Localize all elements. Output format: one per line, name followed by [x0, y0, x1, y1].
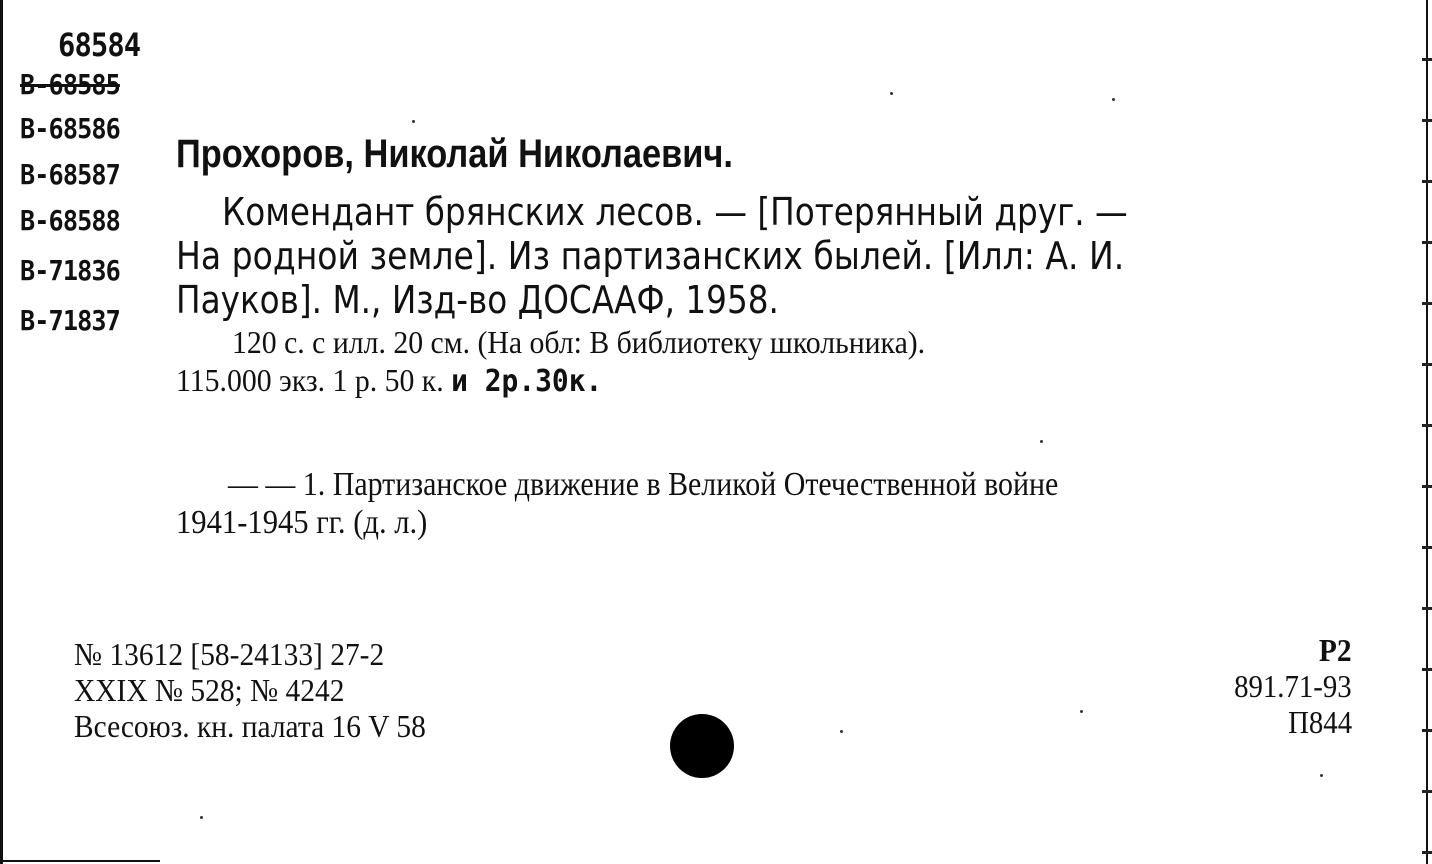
inventory-number: В-71836	[20, 254, 120, 287]
scan-speck	[890, 92, 893, 95]
author-heading: Прохоров, Николай Николаевич.	[176, 132, 733, 176]
inventory-number: В-68587	[20, 158, 120, 191]
title-line: Пауков]. М., Изд-во ДОСААФ, 1958.	[176, 278, 779, 322]
inventory-number: В-68586	[20, 112, 120, 145]
subject-heading-cont: 1941-1945 гг. (д. л.)	[176, 504, 428, 541]
card-edge-ticks	[1422, 0, 1432, 864]
physical-description: 120 с. с илл. 20 см. (На обл: В библиотеку школьника).	[232, 324, 926, 360]
title-line: На родной земле]. Из партизанских былей. [Илл: А. И.	[176, 234, 1125, 278]
author-mark: П844	[1288, 704, 1352, 740]
edition-price: 115.000 экз. 1 р. 50 к.	[176, 362, 444, 398]
scan-speck	[1320, 774, 1323, 777]
inventory-number: 68584	[58, 26, 141, 64]
scan-speck	[1080, 710, 1083, 713]
inventory-number-crossed: В-68585	[20, 68, 120, 101]
classification-index: 891.71-93	[1234, 668, 1352, 704]
inventory-number: В-71837	[20, 304, 120, 337]
card-left-edge	[0, 0, 3, 864]
registry-line: № 13612 [58-24133] 27-2	[74, 636, 385, 672]
scan-speck	[1112, 98, 1115, 101]
registry-line: Всесоюз. кн. палата 16 V 58	[74, 708, 426, 744]
scan-speck	[1040, 440, 1043, 443]
title-line: Комендант брянских лесов. — [Потерянный друг. —	[222, 190, 1128, 234]
punch-hole	[670, 714, 734, 778]
registry-line: XXIX № 528; № 4242	[74, 672, 345, 708]
subject-heading: — — 1. Партизанское движение в Великой Отечественной войне	[228, 466, 1059, 503]
card-bottom-edge	[0, 860, 160, 862]
classification-code: Р2	[1319, 632, 1352, 668]
edition-price-line	[176, 362, 602, 399]
scan-speck	[200, 816, 203, 819]
inventory-number: В-68588	[20, 204, 120, 237]
scan-speck	[412, 120, 415, 123]
handwritten-price: и 2р.30к.	[451, 364, 603, 399]
scan-speck	[840, 730, 843, 733]
